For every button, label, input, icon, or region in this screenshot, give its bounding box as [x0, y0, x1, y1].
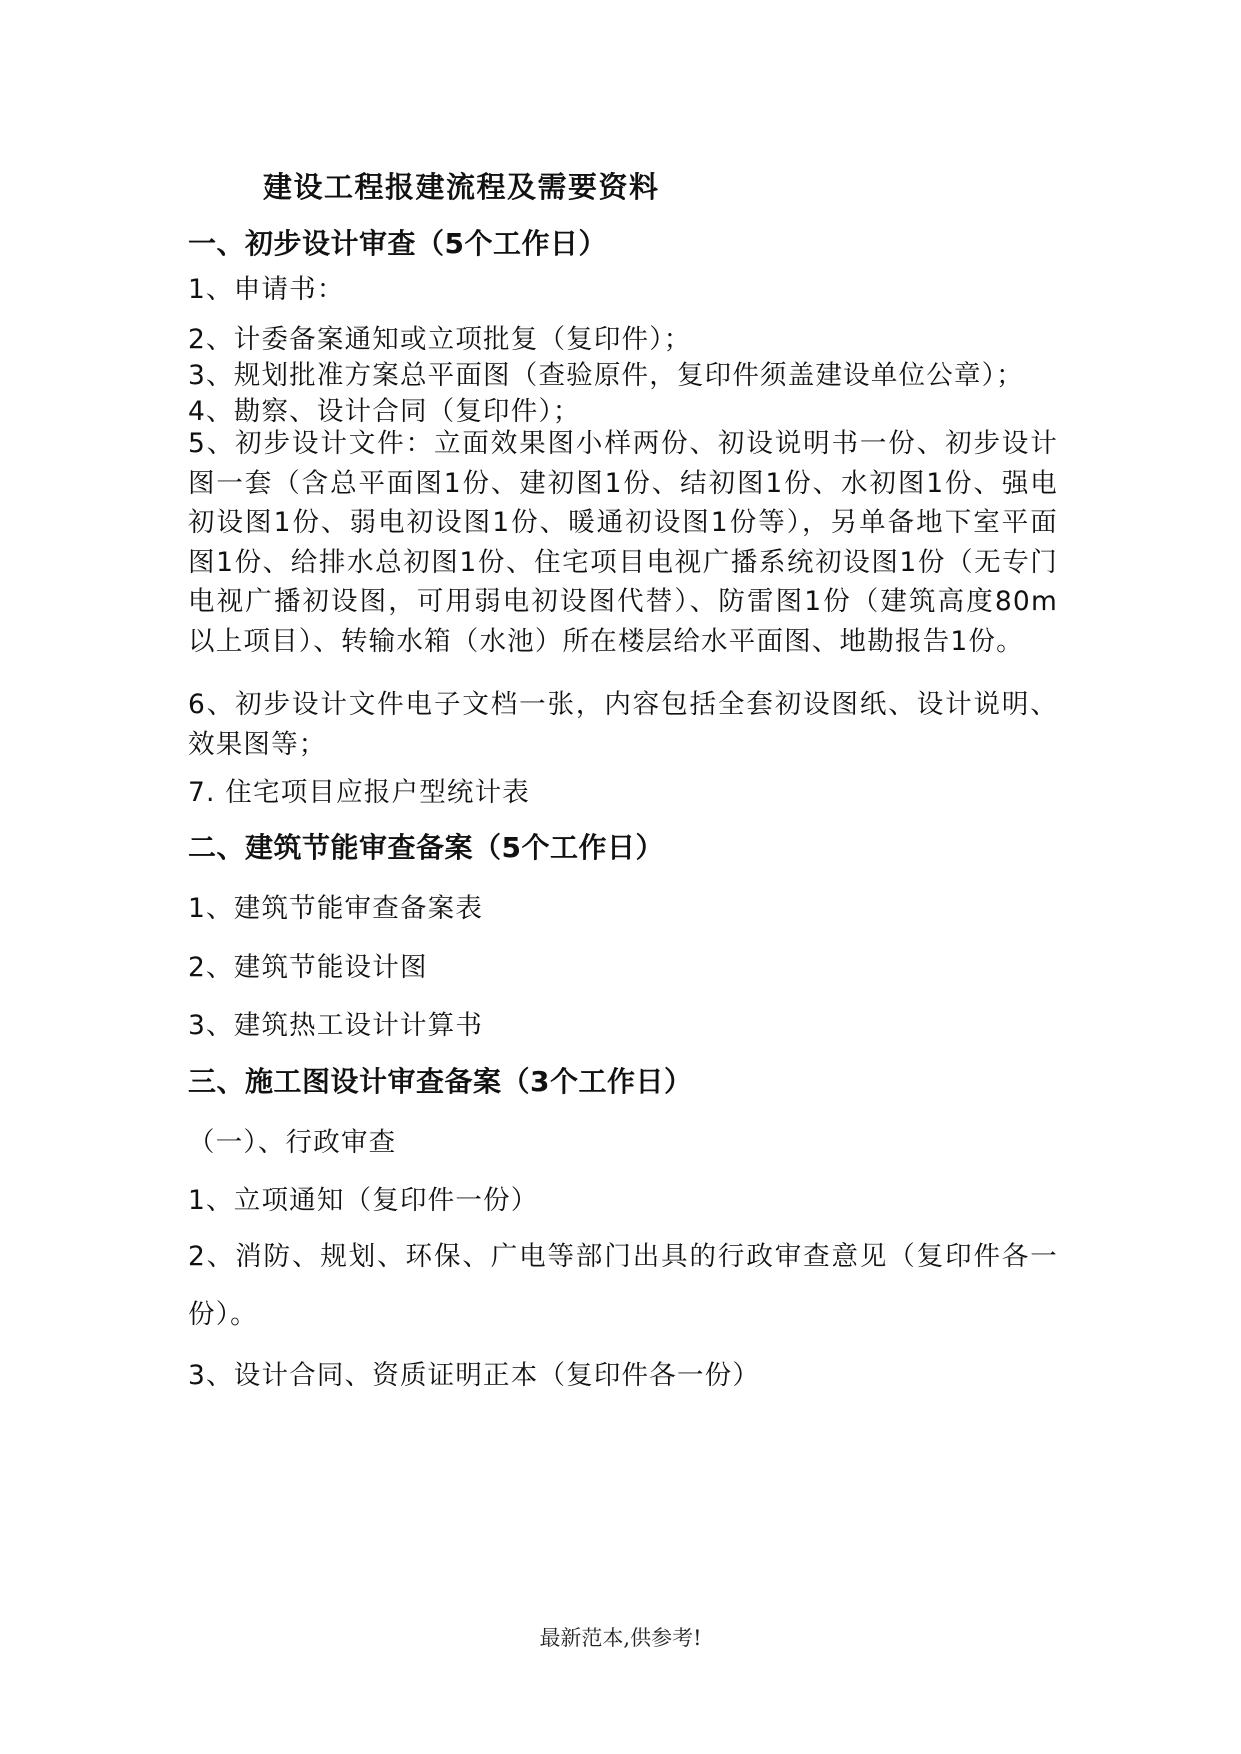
list-item: 2、建筑节能设计图	[188, 952, 428, 983]
list-item: 1、申请书：	[188, 274, 345, 305]
subsection-heading: （一）、行政审查	[188, 1127, 397, 1158]
list-item: 6、初步设计文件电子文档一张，内容包括全套初设图纸、设计说明、效果图等；	[188, 689, 1058, 760]
list-item: 7. 住宅项目应报户型统计表	[188, 777, 531, 808]
list-item: 5、初步设计文件：立面效果图小样两份、初设说明书一份、初步设计图一套（含总平面图1份、建初图1份、结初图1份、水初图1份、强电初设图1份、弱电初设图1份、暖通初设图1份等），另单备地下室平面图1份、给排水总初图1份、住宅项目电视广播系统初设图1份（无专门电视广播初设图，可用弱电初设图代替）、防雷图1份（建筑高度80m以上项目）、转输水箱（水池）所在楼层给水平面图、地勘报告1份。	[188, 428, 1058, 657]
list-item: 2、计委备案通知或立项批复（复印件）；	[188, 324, 692, 355]
list-item: 2、消防、规划、环保、广电等部门出具的行政审查意见（复印件各一份）。	[188, 1241, 1058, 1330]
list-item: 3、设计合同、资质证明正本（复印件各一份）	[188, 1360, 761, 1391]
document-title: 建设工程报建流程及需要资料	[263, 170, 660, 204]
section-heading-3: 三、施工图设计审查备案（3个工作日）	[188, 1065, 693, 1098]
section-heading-1: 一、初步设计审查（5个工作日）	[188, 227, 607, 260]
page-footer: 最新范本,供参考!	[539, 1626, 702, 1650]
list-item: 1、立项通知（复印件一份）	[188, 1185, 539, 1216]
list-item: 3、规划批准方案总平面图（查验原件，复印件须盖建设单位公章）；	[188, 360, 1024, 391]
list-item: 3、建筑热工设计计算书	[188, 1010, 484, 1041]
list-item: 4、勘察、设计合同（复印件）；	[188, 396, 581, 427]
section-heading-2: 二、建筑节能审查备案（5个工作日）	[188, 831, 664, 864]
list-item: 1、建筑节能审查备案表	[188, 893, 484, 924]
